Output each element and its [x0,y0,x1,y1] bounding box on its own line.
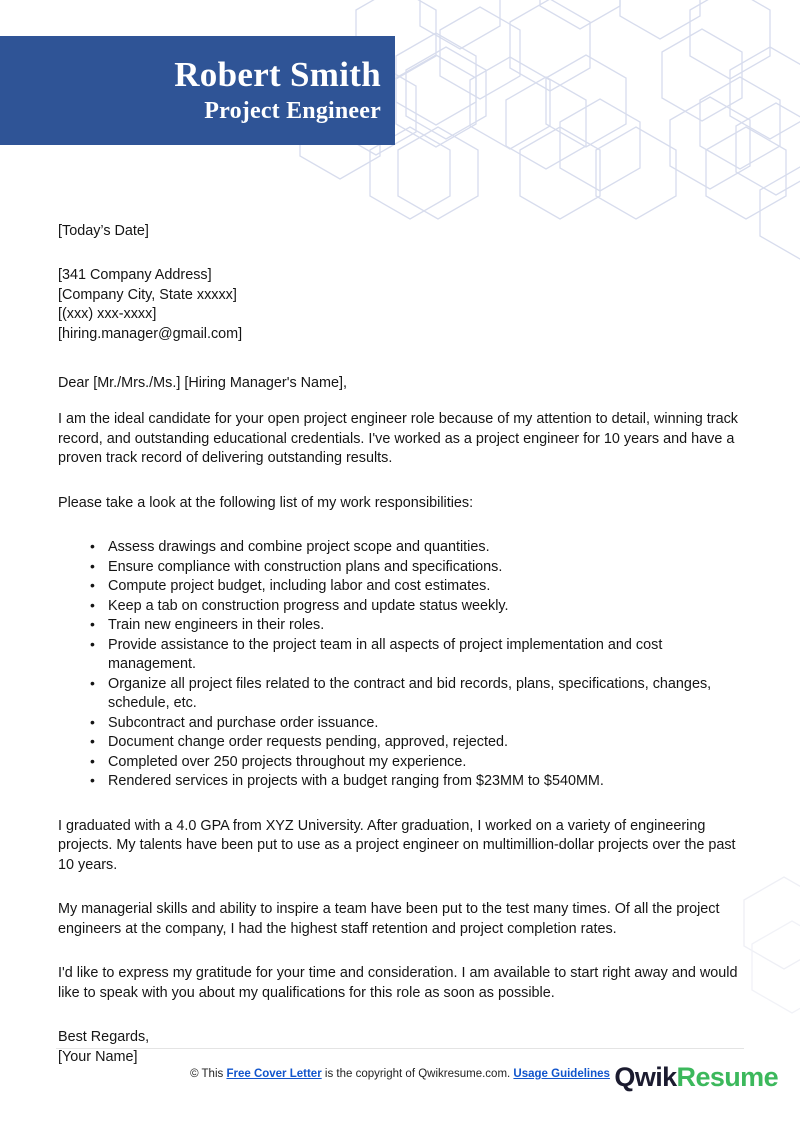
salutation: Dear [Mr./Mrs./Ms.] [Hiring Manager's Name], [58,375,348,391]
logo-text-resume: Resume [676,1062,778,1092]
responsibilities-list [58,538,748,792]
recipient-address-block [58,266,748,344]
header-banner [0,36,395,145]
list-item: • Compute project budget, including labor and cost estimates. [58,577,748,597]
list-item: • Assess drawings and combine project scope and quantities. [58,538,748,558]
list-item: • Completed over 250 projects throughout my experience. [58,753,748,773]
date-line: [Today’s Date] [58,223,149,239]
address-line-street: [341 Company Address] [58,267,212,283]
page-title: Robert Smith [174,55,381,94]
opening-paragraph: I am the ideal candidate for your open project engineer role because of my attention to detail, winning track record, and outstanding educational credentials. I've worked as a project engineer for 10 years and have a proven track record of delivering outstanding results. [58,411,738,466]
responsibilities-intro: Please take a look at the following list of my work responsibilities: [58,494,474,511]
cover-letter-body [58,222,748,1067]
list-item: • Provide assistance to the project team in all aspects of project implementation and cost management. [58,636,748,675]
copyright-middle: is the copyright of Qwikresume.com. [321,1068,514,1080]
list-item: • Rendered services in projects with a budget ranging from $23MM to $540MM. [58,772,748,792]
list-item: • Ensure compliance with construction plans and specifications. [58,558,748,578]
copyright-prefix: © This [190,1068,227,1080]
address-line-email: [hiring.manager@gmail.com] [58,325,243,342]
list-item: • Subcontract and purchase order issuance. [58,714,748,734]
address-line-phone: [(xxx) xxx-xxxx] [58,306,157,322]
usage-guidelines-link[interactable]: Usage Guidelines [513,1068,610,1080]
address-line-city: [Company City, State xxxxx] [58,286,237,303]
sign-off: Best Regards, [58,1029,150,1045]
free-cover-letter-link[interactable]: Free Cover Letter [226,1068,322,1080]
list-item: • Keep a tab on construction progress and update status weekly. [58,597,748,617]
logo-text-qwik: Qwik [614,1062,677,1092]
footer-divider [56,1048,744,1049]
closing-paragraph: I'd like to express my gratitude for your time and consideration. I am available to start right away and would like to speak with you about my qualifications for this role as soon as possible. [58,965,738,1001]
list-item: • Organize all project files related to the contract and bid records, plans, specifications, changes, schedule, etc. [58,675,748,714]
management-paragraph: My managerial skills and ability to inspire a team have been put to the test many times. Of all the project engineers at the company, I had the highest staff retention and project completion rates. [58,901,720,937]
candidate-job-title: Project Engineer [204,98,381,124]
signature-name: [Your Name] [58,1048,138,1065]
footer [0,1062,800,1102]
qwikresume-logo[interactable] [614,1060,778,1094]
list-item: • Train new engineers in their roles. [58,616,748,636]
education-paragraph: I graduated with a 4.0 GPA from XYZ University. After graduation, I worked on a variety of engineering projects. My talents have been put to use as a project engineer on multimillion-dollar projects over the past 10 years. [58,817,736,873]
list-item: • Document change order requests pending, approved, rejected. [58,733,748,753]
